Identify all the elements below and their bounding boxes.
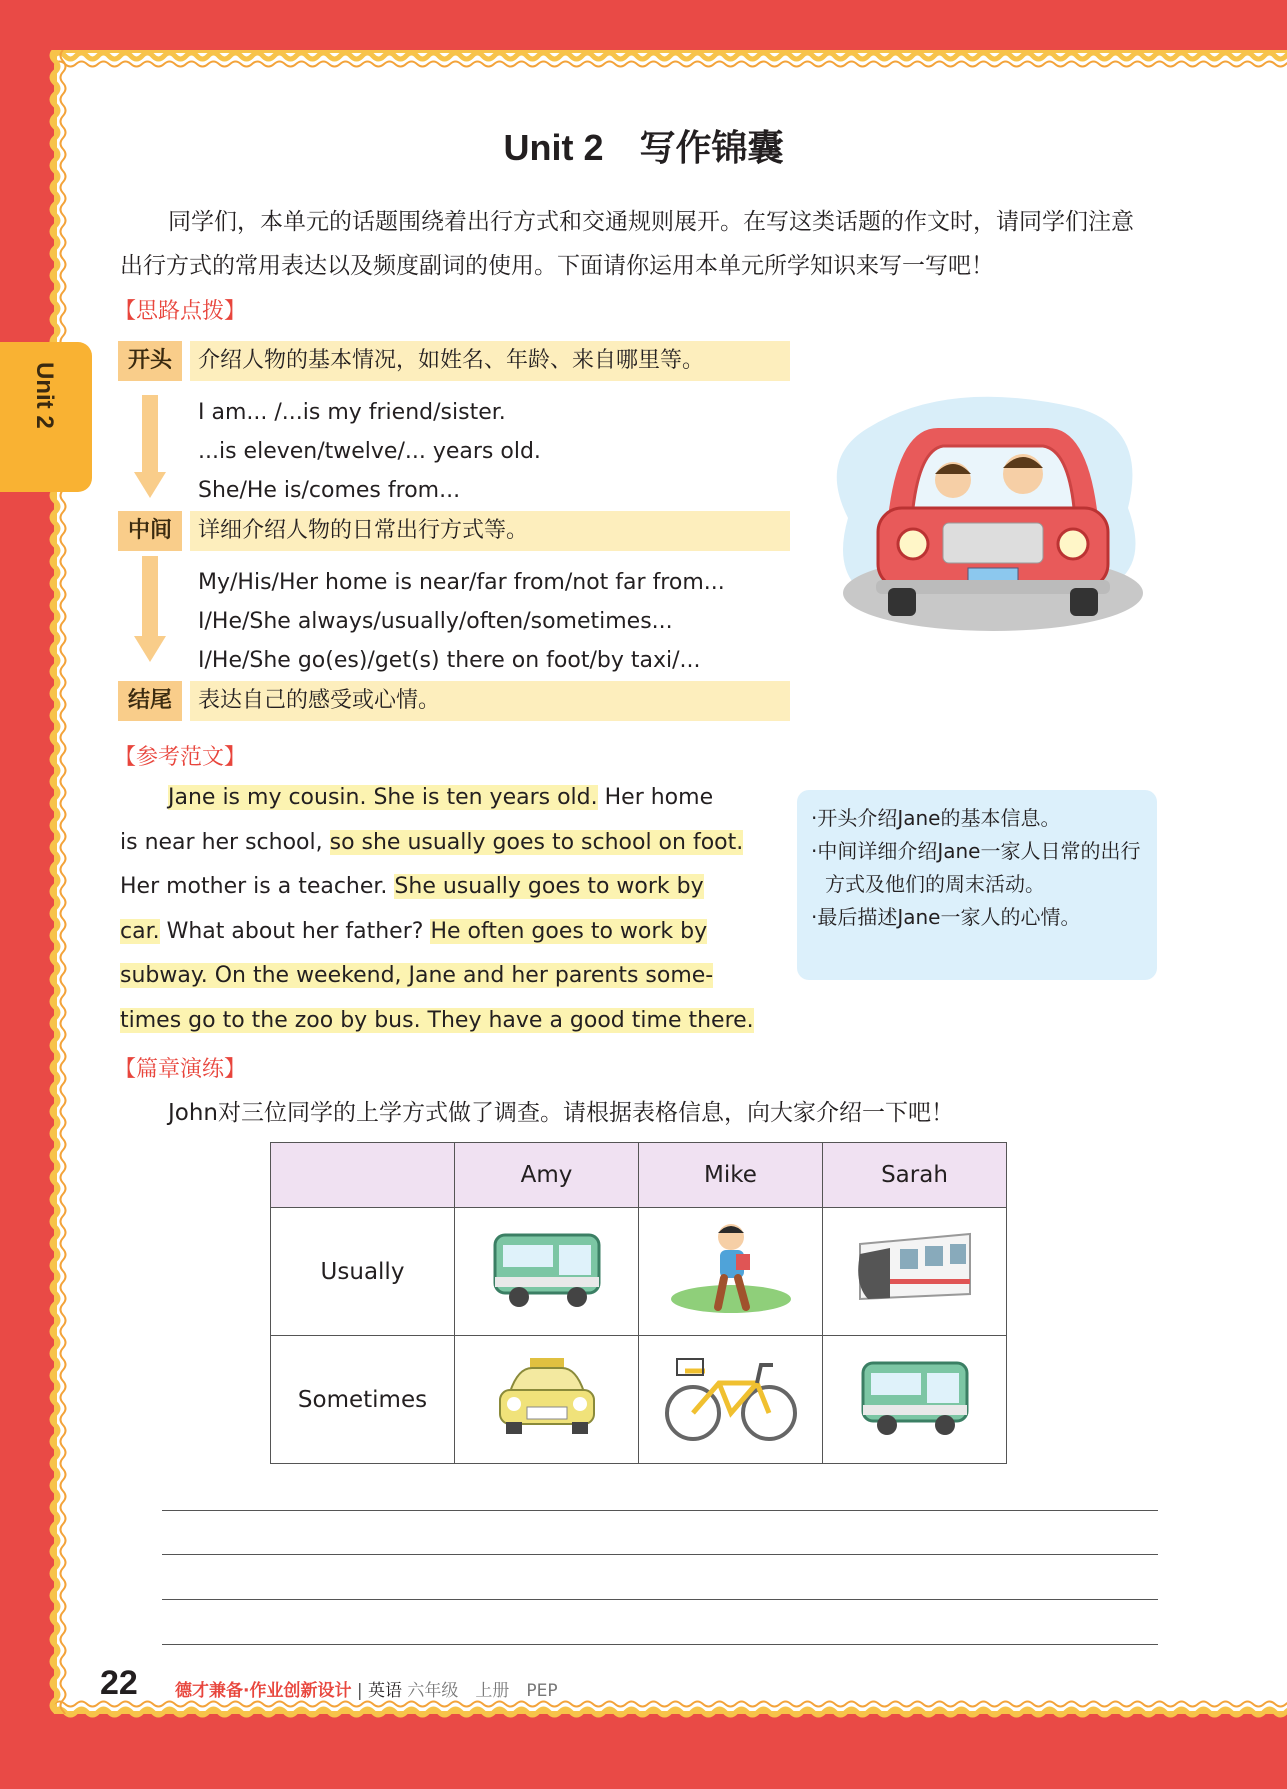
tag-ending: 结尾 xyxy=(118,681,182,721)
survey-table xyxy=(270,1142,1007,1464)
arrow-head-icon xyxy=(134,472,166,500)
intro-paragraph: 同学们，本单元的话题围绕着出行方式和交通规则展开。在写这类话题的作文时，请同学们注意出行方式的常用表达以及频度副词的使用。下面请你运用本单元所学知识来写一写吧！ xyxy=(120,209,1134,279)
essay-line: subway. On the weekend, Jane and her parents some- xyxy=(120,963,714,989)
table-header-cell: Sarah xyxy=(823,1143,1007,1208)
practice-prompt: John对三位同学的上学方式做了调查。请根据表格信息，向大家介绍一下吧！ xyxy=(168,1100,955,1126)
car-illustration xyxy=(828,388,1148,638)
essay-line: car. What about her father? He often goes to work by xyxy=(120,918,708,944)
essay-line: is near her school, so she usually goes to school on foot. xyxy=(120,829,744,855)
bus-icon xyxy=(455,1208,639,1336)
arrow-down-icon xyxy=(142,395,158,475)
section-practice-heading: 【篇章演练】 xyxy=(114,1057,247,1082)
tip-item: ·中间详细介绍Jane一家人日常的出行方式及他们的周末活动。 xyxy=(811,839,1141,896)
footer-grade: 六年级 上册 PEP xyxy=(407,1681,558,1701)
writing-line[interactable] xyxy=(162,1510,1158,1511)
phrase-line: I/He/She go(es)/get(s) there on foot/by taxi/... xyxy=(198,648,701,673)
subway-train-icon xyxy=(823,1208,1007,1336)
sample-essay xyxy=(120,776,770,1044)
phrase-line: ...is eleven/twelve/... years old. xyxy=(198,439,541,464)
phrase-line: She/He is/comes from... xyxy=(198,478,461,503)
phrase-line: I/He/She always/usually/often/sometimes... xyxy=(198,609,673,634)
page-number: 22 xyxy=(100,1664,138,1702)
taxi-icon xyxy=(455,1336,639,1464)
row-label: Sometimes xyxy=(271,1336,455,1464)
table-header-cell: Mike xyxy=(639,1143,823,1208)
wave-border-left xyxy=(40,50,70,1714)
table-header-cell xyxy=(271,1143,455,1208)
walking-boy-icon xyxy=(639,1208,823,1336)
bus-icon xyxy=(823,1336,1007,1464)
opening-phrases xyxy=(198,393,541,510)
page-title: Unit 2 写作锦囊 xyxy=(503,127,784,168)
arrow-head-icon xyxy=(134,636,166,664)
row-label: Usually xyxy=(271,1208,455,1336)
tip-item: ·最后描述Jane一家人的心情。 xyxy=(811,905,1081,929)
middle-phrases xyxy=(198,563,725,680)
tag-opening: 开头 xyxy=(118,341,182,381)
essay-line: Jane is my cousin. She is ten years old. Her home xyxy=(168,785,714,810)
writing-line[interactable] xyxy=(162,1644,1158,1645)
table-row xyxy=(271,1336,1007,1464)
wave-border-top xyxy=(54,36,1287,76)
section-sample-heading: 【参考范文】 xyxy=(114,745,247,770)
table-header-cell: Amy xyxy=(455,1143,639,1208)
bicycle-icon xyxy=(639,1336,823,1464)
writing-line[interactable] xyxy=(162,1554,1158,1555)
phrase-line: My/His/Her home is near/far from/not far from... xyxy=(198,570,725,595)
unit-side-tab: Unit 2 xyxy=(0,342,92,492)
arrow-down-icon xyxy=(142,556,158,640)
ending-description: 表达自己的感受或心情。 xyxy=(190,681,790,721)
wave-border-bottom xyxy=(54,1700,1287,1730)
tag-middle: 中间 xyxy=(118,511,182,551)
table-row xyxy=(271,1208,1007,1336)
essay-line: Her mother is a teacher. She usually goes to work by xyxy=(120,874,704,900)
phrase-line: I am... /...is my friend/sister. xyxy=(198,400,506,425)
tips-box xyxy=(797,790,1157,980)
footer-text: 德才兼备·作业创新设计 | 英语 六年级 上册 PEP xyxy=(175,1681,558,1701)
middle-description: 详细介绍人物的日常出行方式等。 xyxy=(190,511,790,551)
footer-series: 德才兼备·作业创新设计 xyxy=(175,1681,352,1701)
writing-line[interactable] xyxy=(162,1599,1158,1600)
tip-item: ·开头介绍Jane的基本信息。 xyxy=(811,806,1061,830)
section-ideas-heading: 【思路点拨】 xyxy=(114,299,247,324)
footer-subject: 英语 xyxy=(368,1681,403,1701)
opening-description: 介绍人物的基本情况，如姓名、年龄、来自哪里等。 xyxy=(190,341,790,381)
table-header-row xyxy=(271,1143,1007,1208)
essay-line: times go to the zoo by bus. They have a good time there. xyxy=(120,1007,754,1033)
